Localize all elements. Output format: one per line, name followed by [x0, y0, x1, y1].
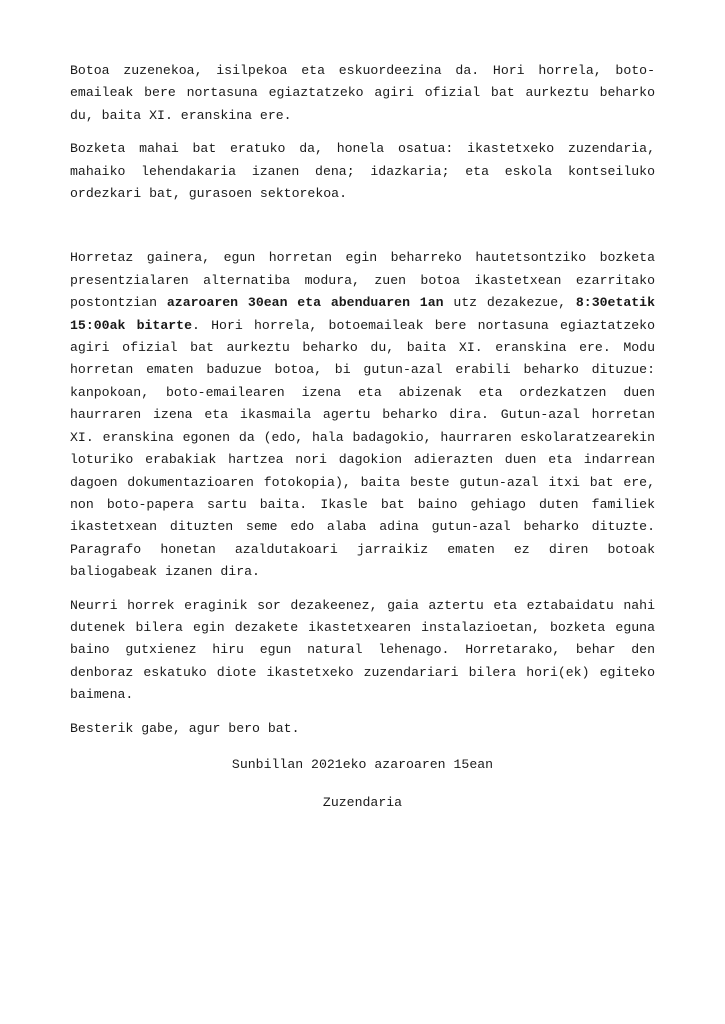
- mailbox-text-middle: utz dezakezue,: [443, 295, 576, 311]
- place-date: Sunbillan 2021eko azaroaren 15ean: [231, 756, 494, 772]
- mailbox-text-intro: Horretaz gainera, egun horretan egin beharreko hautetsontziko bozketa presentzialaren alternatiba modura, zuen botoa ikastetxean ezarritako postontzian: [70, 250, 655, 311]
- paragraph-vote-rules: Botoa zuzenekoa, isilpekoa eta eskuordeezina da. Hori horrela, boto-emaileak bere nortasuna egiaztatzeko agiri ofizial bat aurkeztu beharko du, baita XI. eranskina ere.: [70, 63, 655, 123]
- paragraph-voting-table: Bozketa mahai bat eratuko da, honela osatua: ikastetxeko zuzendaria, mahaiko lehendakaria izanen dena; idazkaria; eta eskola kontseiluko ordezkari bat, gurasoen sektorekoa.: [70, 141, 655, 202]
- mailbox-dates-bold: azaroaren 30ean eta abenduaren 1an: [166, 295, 444, 311]
- paragraph-meeting: Neurri horrek eraginik sor dezakeenez, gaia aztertu eta eztabaidatu nahi dutenek bilera egin dezakete ikastetxearen instalazioetan, bozketa eguna baino gutxienez hiru egun natural lehenago. Horretarako, behar den denboraz eskatuko diote ikastetxeko zuzendariari bilera hori(ek) egiteko baimena.: [70, 597, 655, 703]
- closing-line: Besterik gabe, agur bero bat.: [70, 720, 300, 736]
- signer-title: Zuzendaria: [322, 795, 403, 811]
- mailbox-hours-bold: 8:30etatik 15:00ak bitarte: [70, 295, 656, 333]
- document-page: [70, 60, 655, 815]
- paragraph-mailbox-vote: [70, 247, 655, 583]
- mailbox-text-rest: . Hori horrela, botoemaileak bere nortasuna egiaztatzeko agiri ofizial bat aurkeztu beharko du, baita XI. eranskina ere. Modu horretan ematen baduzue botoa, bi gutun-azal erabili beharko dituzue: kanpokoan, boto-emailearen izena eta abizenak eta ordezkatzen duen haurraren izena eta ikasmaila agertu beharko dira. Gutun-azal horretan XI. eranskina egonen da (edo, hala badagokio, haurraren eskolaratzearekin loturiko erabakiak hartzea nori dagokion adierazten duen eta indarrean dagoen dokumentazioaren fotokopia), baita beste gutun-azal itxi bat ere, non boto-papera sartu baita. Ikasle bat baino gehiago duten familiek ikastetxean dituzten seme edo alaba adina gutun-azal beharko dituzte. Paragrafo honetan azaldutakoari jarraikiz ematen ez diren botoak baliogabeak izanen dira.: [70, 317, 655, 580]
